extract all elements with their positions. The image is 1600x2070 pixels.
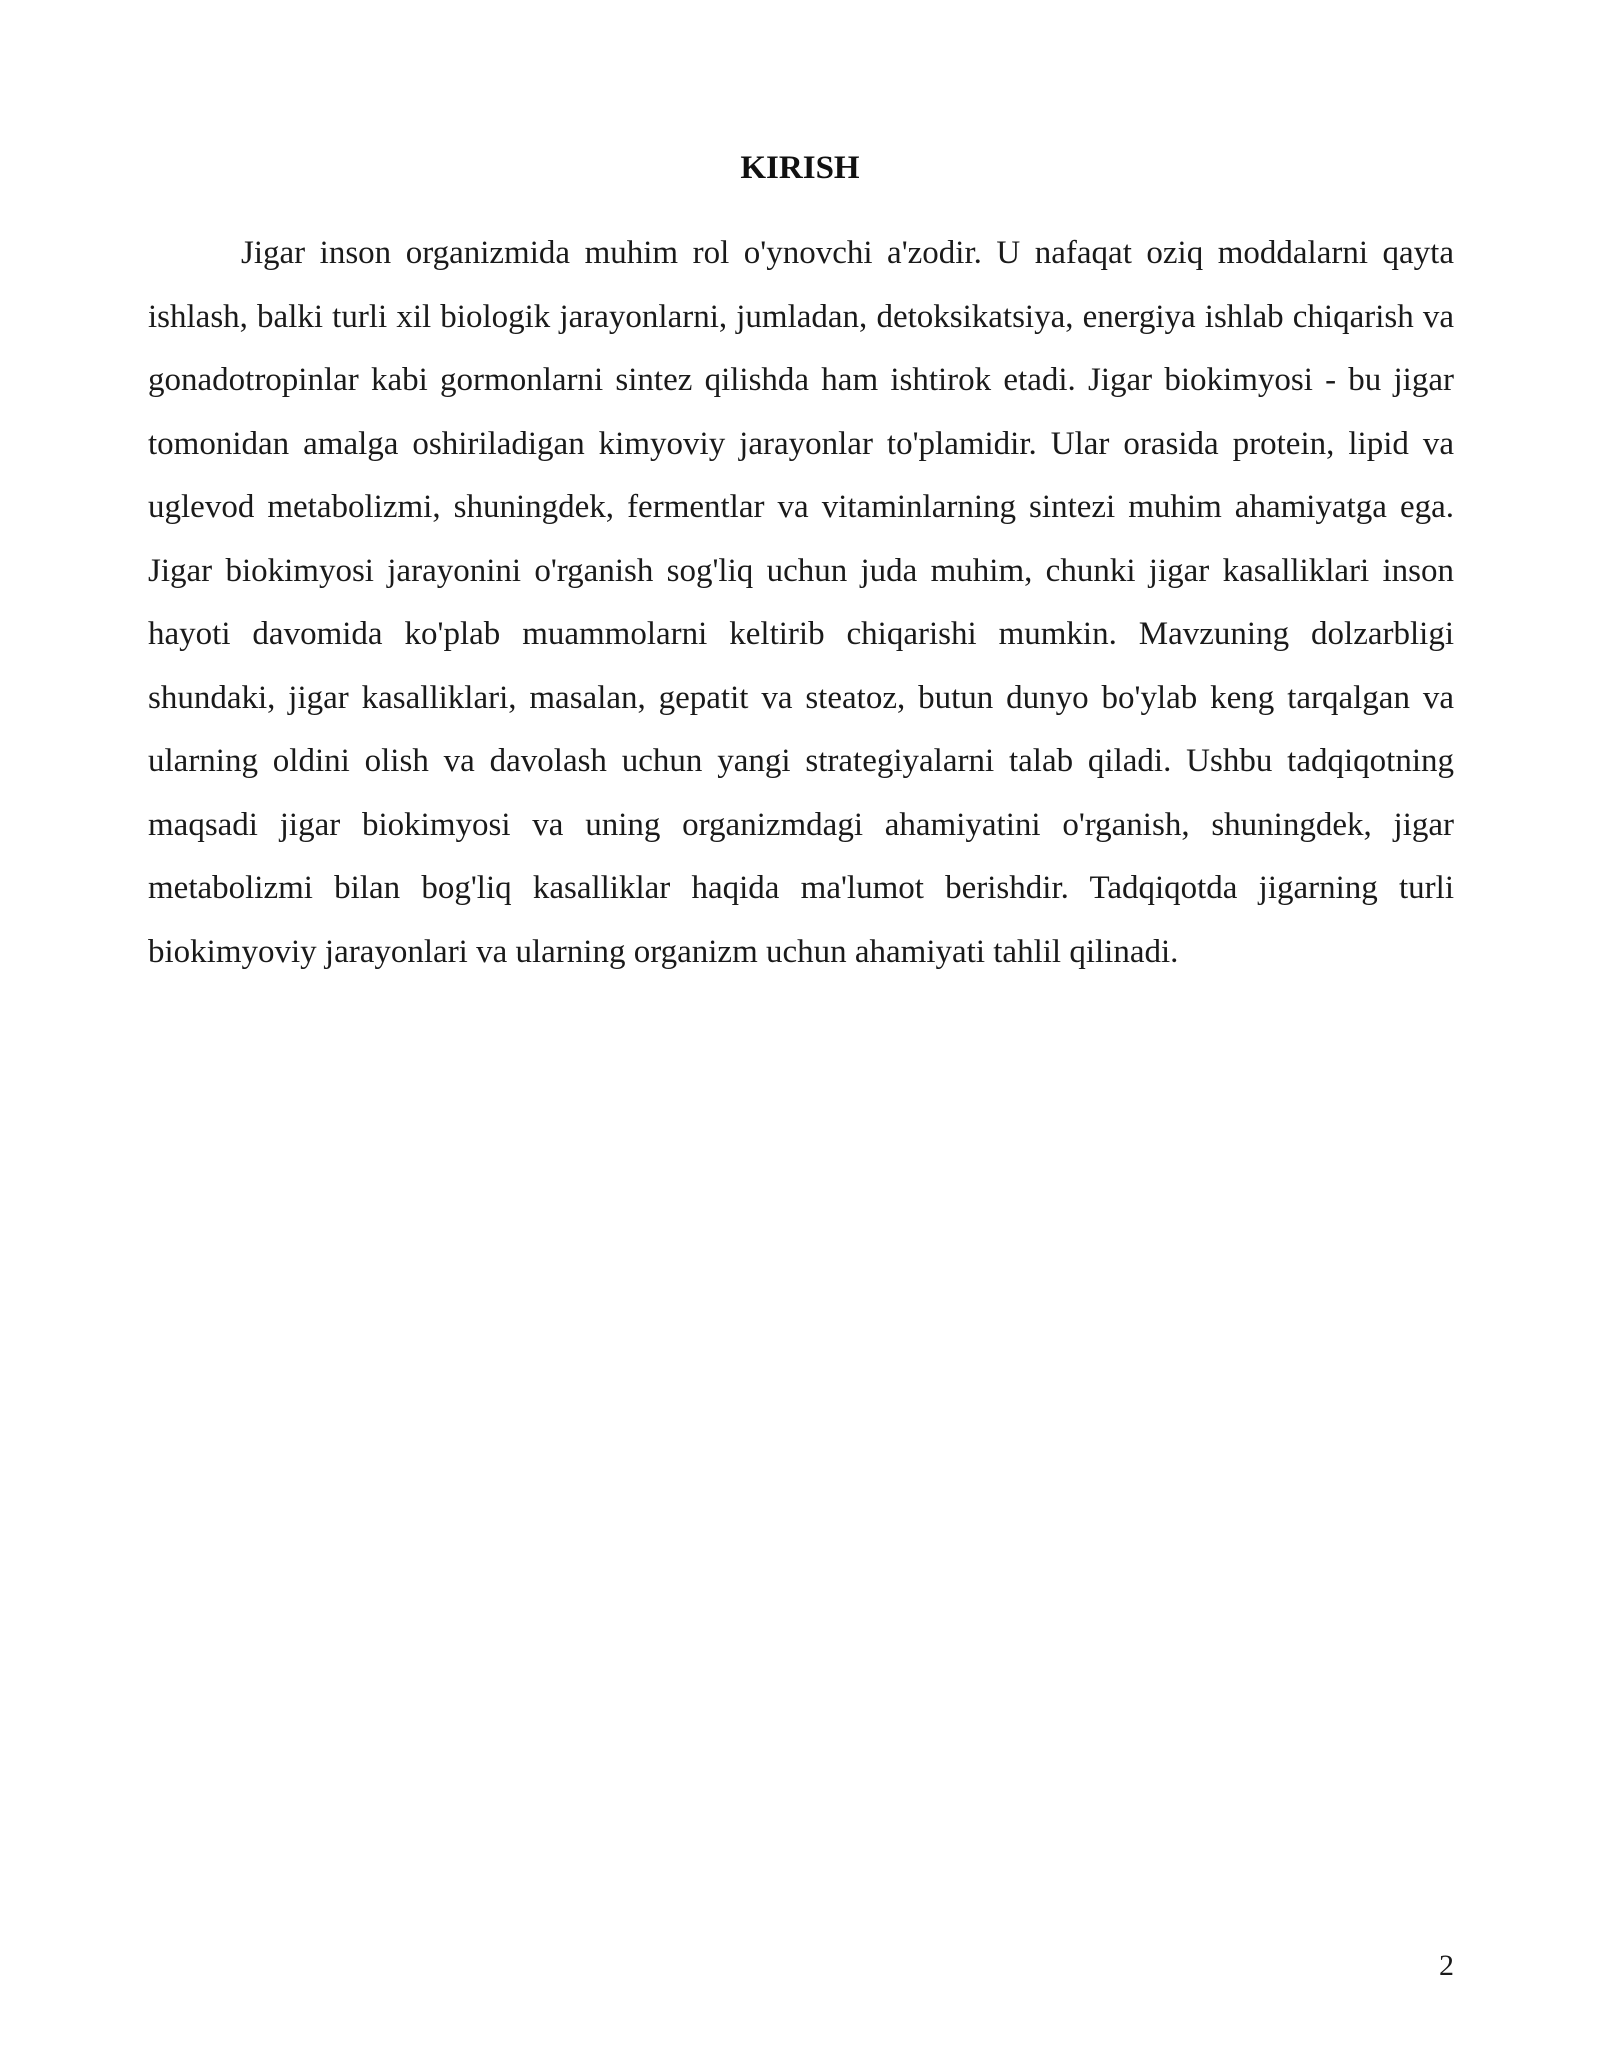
section-heading: KIRISH [740, 150, 860, 186]
body-paragraph: Jigar inson organizmida muhim rol o'ynovchi a'zodir. U nafaqat oziq moddalarni qayta ishlash, balki turli xil biologik jarayonlarni, jumladan, detoksikatsiya, energiya ishlab chiqarish va gonadotropinlar kabi gormonlarni sintez qilishda ham ishtirok etadi. Jigar biokimyosi - bu jigar tomonidan amalga oshiriladigan kimyoviy jarayonlar to'plamidir. Ular orasida protein, lipid va uglevod metabolizmi, shuningdek, fermentlar va vitaminlarning sintezi muhim ahamiyatga ega. Jigar biokimyosi jarayonini o'rganish sog'liq uchun juda muhim, chunki jigar kasalliklari inson hayoti davomida ko'plab muammolarni keltirib chiqarishi mumkin. Mavzuning dolzarbligi shundaki, jigar kasalliklari, masalan, gepatit va steatoz, butun dunyo bo'ylab keng tarqalgan va ularning oldini olish va davolash uchun yangi strategiyalarni talab qiladi. Ushbu tadqiqotning maqsadi jigar biokimyosi va uning organizmdagi ahamiyatini o'rganish, shuningdek, jigar metabolizmi bilan bog'liq kasalliklar haqida ma'lumot berishdir. Tadqiqotda jigarning turli biokimyoviy jarayonlari va ularning organizm uchun ahamiyati tahlil qilinadi. [148, 235, 1454, 970]
page-number: 2 [1439, 1949, 1454, 1982]
